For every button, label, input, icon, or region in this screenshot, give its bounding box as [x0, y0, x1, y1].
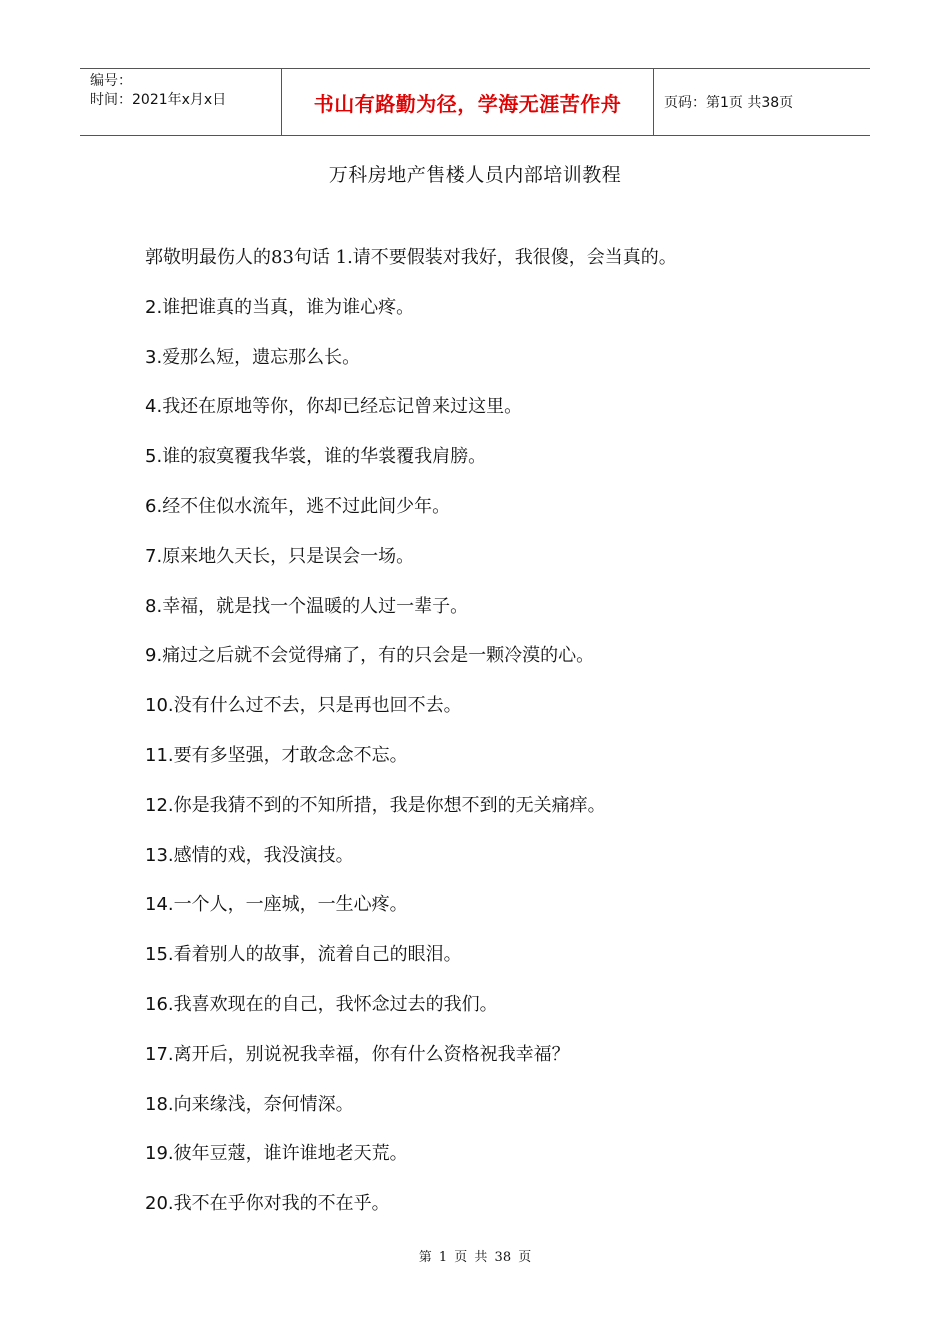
- quote-line: [145, 245, 865, 295]
- quote-text: 你是我猜不到的不知所措，我是你想不到的无关痛痒。: [173, 794, 606, 816]
- quote-text: 谁把谁真的当真，谁为谁心疼。: [162, 296, 415, 318]
- quote-line: [145, 843, 865, 893]
- quote-line: [145, 793, 865, 843]
- quote-number: 7.: [145, 545, 163, 567]
- quote-text: 谁的寂寞覆我华裳，谁的华裳覆我肩膀。: [162, 446, 487, 468]
- quote-line: [145, 942, 865, 992]
- quote-text: 原来地久天长，只是误会一场。: [162, 545, 415, 567]
- header-motto-cell: [281, 69, 654, 135]
- quote-number: 20.: [145, 1193, 174, 1215]
- quote-number: 15.: [145, 944, 174, 966]
- quote-line: [145, 743, 865, 793]
- quote-line: [145, 992, 865, 1042]
- quote-number: 18.: [145, 1093, 174, 1115]
- quote-line: [145, 345, 865, 395]
- quote-text: 要有多坚强，才敢念念不忘。: [173, 744, 408, 766]
- quote-number: 11.: [145, 744, 174, 766]
- quote-text: 痛过之后就不会觉得痛了，有的只会是一颗冷漠的心。: [162, 645, 595, 667]
- quote-text: 郭敬明最伤人的83句话 1.请不要假装对我好，我很傻，会当真的。: [145, 247, 677, 268]
- page-footer: 第 1 页 共 38 页: [418, 1250, 532, 1265]
- quote-number: 10.: [145, 695, 174, 717]
- quote-number: 16.: [145, 993, 174, 1015]
- quote-line: [145, 892, 865, 942]
- quote-line: [145, 544, 865, 594]
- quote-number: 13.: [145, 844, 174, 866]
- quote-number: 12.: [145, 794, 174, 816]
- quote-text: 我喜欢现在的自己，我怀念过去的我们。: [173, 993, 498, 1015]
- quote-number: 6.: [145, 495, 163, 517]
- quote-text: 我还在原地等你，你却已经忘记曾来过这里。: [162, 396, 523, 418]
- quote-number: 9.: [145, 645, 163, 667]
- quote-number: 14.: [145, 894, 174, 916]
- quote-text: 我不在乎你对我的不在乎。: [173, 1193, 390, 1215]
- quote-text: 一个人，一座城，一生心疼。: [173, 894, 408, 916]
- serial-label: 编号：: [90, 73, 132, 89]
- quote-line: [145, 1141, 865, 1191]
- motto: 书山有路勤为径，学海无涯苦作舟: [313, 91, 622, 116]
- quote-line: [145, 1092, 865, 1142]
- quote-text: 离开后，别说祝我幸福，你有什么资格祝我幸福？: [173, 1043, 570, 1065]
- quote-line: [145, 494, 865, 544]
- quote-line: [145, 394, 865, 444]
- quote-line: [145, 1042, 865, 1092]
- header-meta: [80, 69, 281, 135]
- quote-text: 感情的戏，我没演技。: [173, 844, 354, 866]
- quote-number: 2.: [145, 296, 163, 318]
- header-table: [80, 68, 870, 136]
- quote-line: [145, 693, 865, 743]
- quote-text: 看着别人的故事，流着自己的眼泪。: [173, 944, 462, 966]
- header-page-info-cell: [654, 69, 870, 135]
- quote-text: 没有什么过不去，只是再也回不去。: [173, 695, 462, 717]
- quote-line: [145, 594, 865, 644]
- quote-number: 19.: [145, 1143, 174, 1165]
- quote-text: 幸福，就是找一个温暖的人过一辈子。: [162, 595, 469, 617]
- quote-line: [145, 643, 865, 693]
- quote-number: 3.: [145, 346, 163, 368]
- quote-number: 8.: [145, 595, 163, 617]
- page-info: 页码：第1页 共38页: [664, 95, 794, 111]
- document-title: 万科房地产售楼人员内部培训教程: [328, 164, 622, 186]
- quote-line: [145, 1191, 865, 1241]
- quote-number: 4.: [145, 396, 163, 418]
- time-label: 时间：2021年x月x日: [90, 92, 227, 108]
- quote-text: 彼年豆蔻，谁许谁地老天荒。: [173, 1143, 408, 1165]
- quote-line: [145, 295, 865, 345]
- quote-text: 向来缘浅，奈何情深。: [173, 1093, 354, 1115]
- quote-number: 17.: [145, 1043, 174, 1065]
- quote-text: 经不住似水流年，逃不过此间少年。: [162, 495, 451, 517]
- quote-list: [145, 245, 865, 1241]
- quote-text: 爱那么短，遗忘那么长。: [162, 346, 361, 368]
- quote-number: 5.: [145, 446, 163, 468]
- quote-line: [145, 444, 865, 494]
